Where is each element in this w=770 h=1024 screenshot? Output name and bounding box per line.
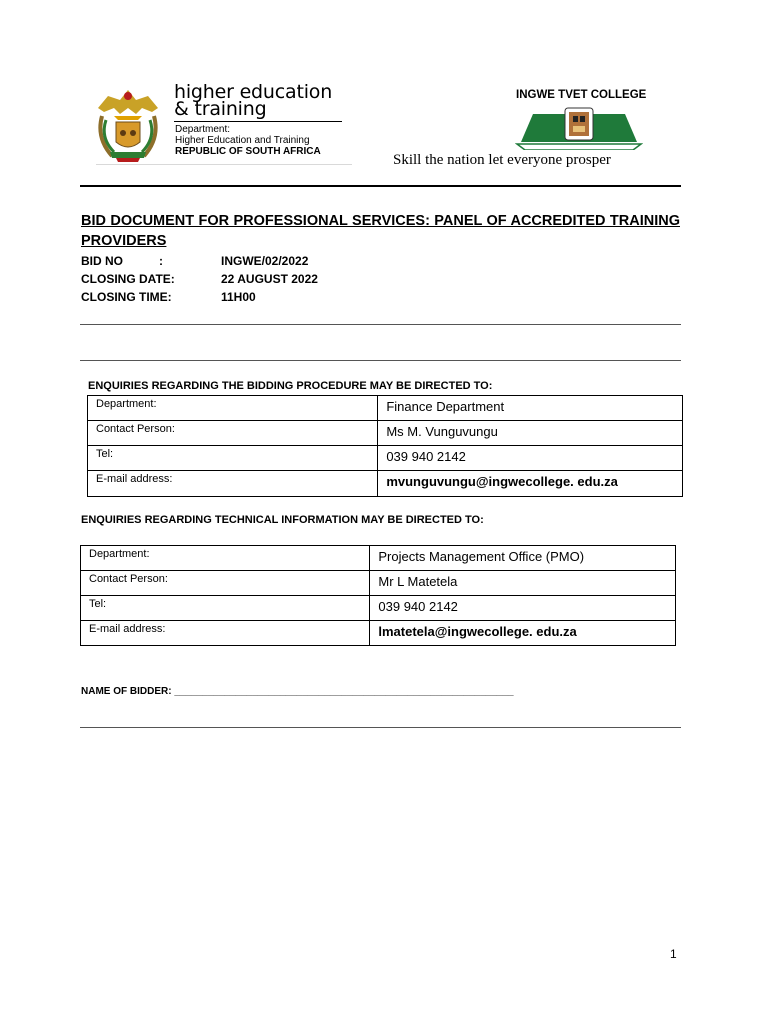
header-divider	[80, 185, 681, 187]
bidder-name-field[interactable]: NAME OF BIDDER: _____________________________________________________________	[81, 686, 514, 697]
college-crest-icon	[515, 104, 643, 150]
table-value: Finance Department	[378, 396, 683, 421]
table-row	[81, 571, 676, 596]
bid-number-label: BID NO	[81, 254, 123, 268]
table-value: Ms M. Vunguvungu	[378, 421, 683, 446]
table-row	[88, 471, 683, 497]
email-link[interactable]: lmatetela@ingwecollege. edu.za	[370, 621, 676, 646]
table-row	[81, 596, 676, 621]
dhet-title-line2: & training	[174, 98, 267, 120]
table-label: E-mail address:	[88, 471, 378, 497]
dhet-title	[174, 81, 333, 120]
table-label: Tel:	[81, 596, 370, 621]
table-label: Department:	[81, 546, 370, 571]
technical-contact-table	[80, 545, 676, 646]
section-divider-2	[80, 360, 681, 361]
table-row	[81, 546, 676, 571]
table-label: E-mail address:	[81, 621, 370, 646]
closing-date-label: CLOSING DATE:	[81, 272, 175, 286]
closing-time-label: CLOSING TIME:	[81, 290, 172, 304]
bidder-divider	[80, 727, 681, 728]
bid-number-colon: :	[159, 254, 163, 268]
table-value: Mr L Matetela	[370, 571, 676, 596]
college-name: INGWE TVET COLLEGE	[516, 89, 647, 101]
coat-of-arms-icon	[90, 86, 166, 166]
table-value: 039 940 2142	[370, 596, 676, 621]
page-number: 1	[670, 947, 677, 961]
technical-enquiries-heading: ENQUIRIES REGARDING TECHNICAL INFORMATION MAY BE DIRECTED TO:	[81, 514, 484, 526]
dhet-logo-baseline	[96, 164, 352, 165]
table-label: Contact Person:	[88, 421, 378, 446]
bidding-contact-table	[87, 395, 683, 497]
dhet-title-line1: higher education	[174, 81, 333, 103]
dhet-dept-line3: REPUBLIC OF SOUTH AFRICA	[175, 146, 321, 157]
email-link[interactable]: mvunguvungu@ingwecollege. edu.za	[378, 471, 683, 497]
bidding-enquiries-heading: ENQUIRIES REGARDING THE BIDDING PROCEDURE MAY BE DIRECTED TO:	[88, 380, 493, 392]
dhet-divider	[174, 121, 342, 122]
dhet-dept-line1: Department:	[175, 124, 231, 135]
dhet-dept-line2: Higher Education and Training	[175, 135, 310, 146]
closing-time-value: 11H00	[221, 290, 256, 304]
bid-number-value: INGWE/02/2022	[221, 254, 309, 268]
college-slogan: Skill the nation let everyone prosper	[393, 152, 611, 168]
table-row	[81, 621, 676, 646]
table-row	[88, 446, 683, 471]
document-title: BID DOCUMENT FOR PROFESSIONAL SERVICES: PANEL OF ACCREDITED TRAINING PROVIDERS	[81, 213, 680, 249]
dhet-department	[175, 124, 321, 157]
table-label: Tel:	[88, 446, 378, 471]
table-label: Department:	[88, 396, 378, 421]
table-value: Projects Management Office (PMO)	[370, 546, 676, 571]
closing-date-value: 22 AUGUST 2022	[221, 272, 318, 286]
table-label: Contact Person:	[81, 571, 370, 596]
table-value: 039 940 2142	[378, 446, 683, 471]
table-row	[88, 396, 683, 421]
section-divider-1	[80, 324, 681, 325]
table-row	[88, 421, 683, 446]
